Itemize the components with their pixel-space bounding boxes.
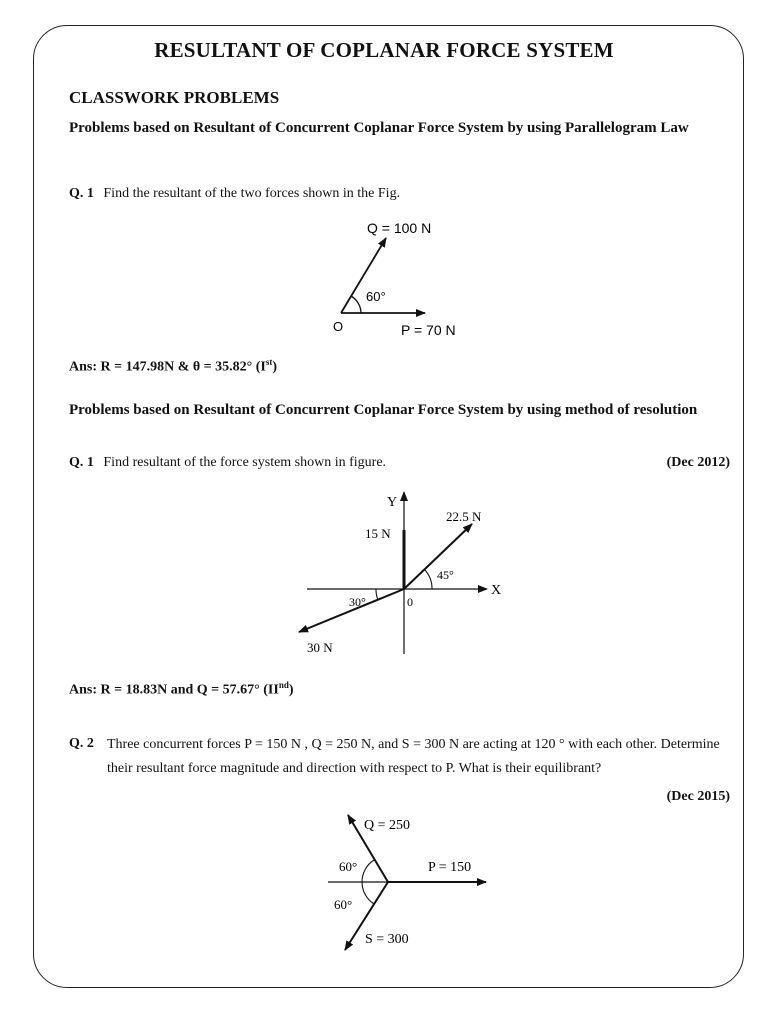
part2-heading: Problems based on Resultant of Concurrent Coplanar Force System by using method of resolution	[69, 402, 698, 418]
section-heading: CLASSWORK PROBLEMS	[69, 88, 280, 107]
p-label: P = 70 N	[401, 322, 456, 338]
q-label: Q = 250	[364, 818, 411, 833]
y-label: Y	[387, 495, 398, 510]
angle-1-label: 60°	[339, 859, 358, 874]
page-title: RESULTANT OF COPLANAR FORCE SYSTEM	[154, 38, 614, 62]
origin-label: O	[333, 319, 344, 334]
f15-label: 15 N	[365, 526, 391, 541]
angle-arc-top	[362, 860, 374, 882]
question-number: Q. 2	[69, 736, 94, 751]
question-text: Find resultant of the force system shown in figure.	[103, 455, 387, 470]
date-badge: (Dec 2012)	[666, 455, 730, 470]
f30-label: 30 N	[307, 640, 333, 655]
question-text: Find the resultant of the two forces shown in the Fig.	[103, 186, 401, 201]
part1-heading: Problems based on Resultant of Concurrent Coplanar Force System by using Parallelogram Law	[69, 120, 689, 136]
part2-q2-text: Three concurrent forces P = 150 N , Q = 250 N, and S = 300 N are acting at 120 ° with each other. Determine their resultant force magnitude and direction with respect to P. What is their equilibrant?	[107, 737, 720, 776]
p-label: P = 150	[428, 860, 472, 875]
date-badge: (Dec 2015)	[666, 789, 730, 804]
x-label: X	[491, 583, 502, 598]
answer-text: Ans: R = 18.83N and Q = 57.67° (II	[69, 682, 279, 698]
f225-label: 22.5 N	[446, 509, 482, 524]
angle-2-label: 60°	[334, 897, 353, 912]
angle-label: 60°	[366, 289, 386, 304]
answer-text: Ans: R = 147.98N & θ = 35.82° (I	[69, 359, 266, 375]
a45-label: 45°	[437, 568, 454, 582]
answer-sup: st	[265, 357, 273, 367]
answer-sup: nd	[278, 680, 289, 690]
angle-arc-bottom	[362, 882, 374, 904]
answer-end: )	[272, 359, 278, 375]
origin-label: 0	[407, 595, 413, 609]
a30-label: 30°	[349, 595, 366, 609]
question-number: Q. 1	[69, 455, 94, 470]
answer-end: )	[288, 682, 294, 698]
q-label: Q = 100 N	[367, 220, 432, 236]
question-number: Q. 1	[69, 186, 94, 201]
s-label: S = 300	[365, 932, 409, 947]
